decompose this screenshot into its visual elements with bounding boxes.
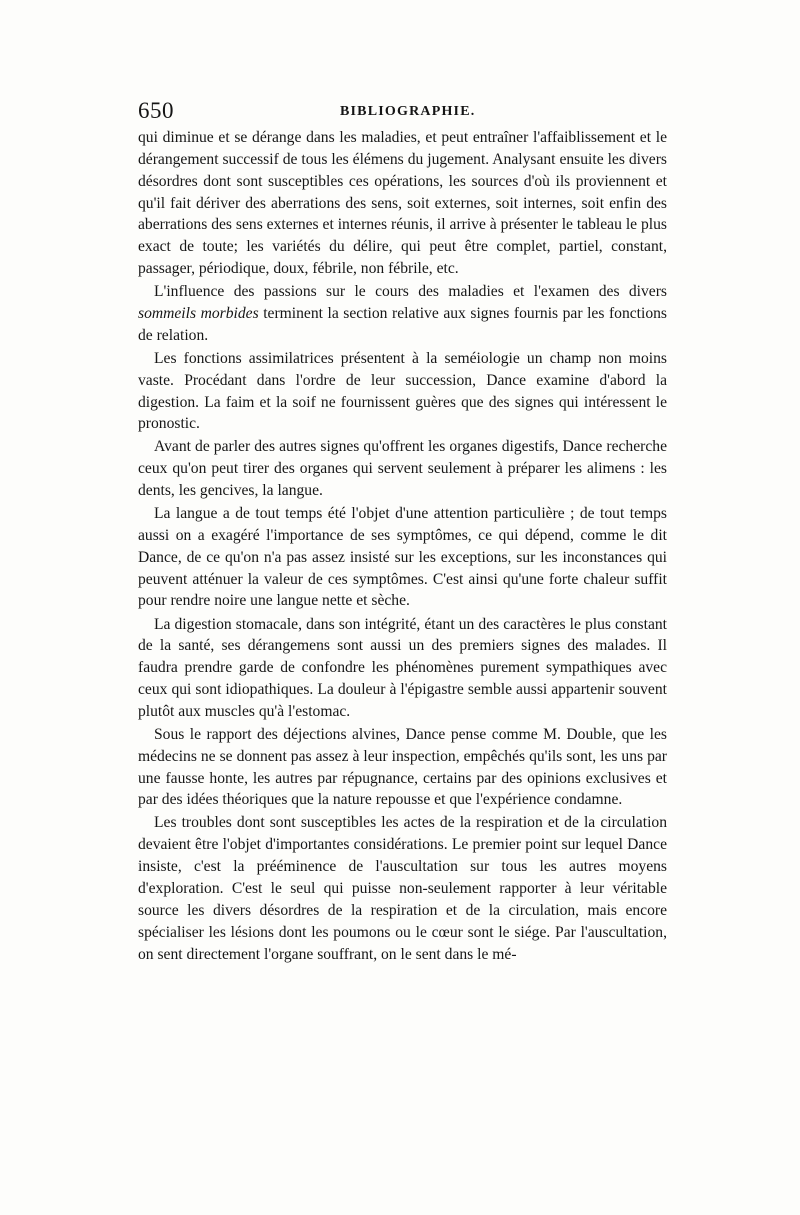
- paragraph-fonctions-assimilatrices: Les fonctions assimilatrices présentent à la seméiologie un champ non moins vaste. Procédant dans l'ordre de leur succession, Dance examine d'abord la digestion. La faim et la soif ne fournissent guères que des signes qui intéressent le pronostic.: [138, 349, 667, 433]
- paragraph-delire: qui diminue et se dérange dans les maladies, et peut entraîner l'affaiblissement et le dérangement successif de tous les élémens du jugement. Analysant ensuite les divers désordres dont sont susceptibles ces opérations, les sources d'où ils proviennent et qu'il fait dériver des aberrations des sens, soit externes, soit internes, soit enfin des aberrations des sens externes et internes réunis, il arrive à présenter le tableau le plus exact de toute; les variétés du délire, qui peut être complet, partiel, constant, passager, périodique, doux, fébrile, non fébrile, etc.: [138, 129, 667, 278]
- paragraph-dejections-alvines: Sous le rapport des déjections alvines, Dance pense comme M. Double, que les médecins ne se donnent pas assez à leur inspection, empêchés qu'ils sont, les uns par une fausse honte, les autres par répugnance, certains par des opinions exclusives et par des idées théoriques que la nature repousse et que l'expérience condamne.: [138, 725, 667, 809]
- paragraph-respiration-circulation: Les troubles dont sont susceptibles les actes de la respiration et de la circulation devaient être l'objet d'importantes considérations. Le premier point sur lequel Dance insiste, c'est la prééminence de l'auscultation sur tous les autres moyens d'exploration. C'est le seul qui puisse non-seulement rapporter à leur véritable source les divers désordres de la respiration et de la circulation, mais encore spécialiser les lésions dont les poumons ou le cœur sont le siége. Par l'auscultation, on sent directement l'organe souffrant, on le sent dans le mé-: [138, 814, 667, 963]
- paragraph-digestion-stomacale: La digestion stomacale, dans son intégrité, étant un des caractères le plus constant de la santé, ses dérangemens sont aussi un des premiers signes des malades. Il faudra prendre garde de confondre les phénomènes purement sympathiques avec ceux qui sont idiopathiques. La douleur à l'épigastre semble aussi appartenir souvent plutôt aux muscles qu'à l'estomac.: [138, 615, 667, 720]
- page-number: 650: [138, 98, 174, 123]
- paragraph-langue: La langue a de tout temps été l'objet d'une attention particulière ; de tout temps aussi on a exagéré l'importance de ses symptômes, ce qui dépend, comme le dit Dance, de ce qu'on n'a pas assez insisté sur les exceptions, sur les inconstances qui peuvent atténuer la valeur de ces symptômes. C'est ainsi qu'une forte chaleur suffit pour rendre noire une langue nette et sèche.: [138, 505, 667, 610]
- italic-sommeils-morbides: sommeils morbides: [138, 304, 259, 322]
- body-text: [138, 127, 667, 967]
- page-header: [138, 98, 668, 124]
- running-title: BIBLIOGRAPHIE.: [340, 104, 476, 119]
- paragraph-organes-digestifs: Avant de parler des autres signes qu'offrent les organes digestifs, Dance recherche ceux qu'on peut tirer des organes qui servent seulement à préparer les alimens : les dents, les gencives, la langue.: [138, 438, 667, 500]
- paragraph-passions: [138, 281, 667, 347]
- paragraph-passions-before: L'influence des passions sur le cours des maladies et l'examen des divers: [154, 283, 667, 301]
- paragraph-passions-after: terminent la section relative aux signes fournis par les fonctions de relation.: [138, 304, 668, 344]
